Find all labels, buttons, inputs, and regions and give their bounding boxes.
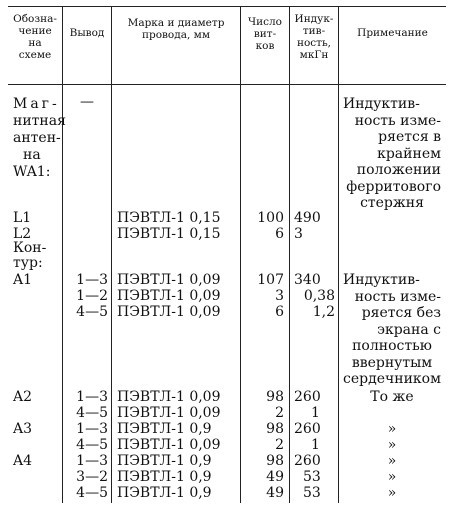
row-inductance: 53 (303, 485, 321, 501)
row-pin: 1—2 (76, 288, 108, 304)
header-line: мкГн (299, 49, 329, 61)
header-line: Число (248, 16, 282, 28)
ditto-mark: » (387, 437, 397, 453)
note-line: ряется без (361, 305, 441, 321)
coil-turns: 6 (275, 226, 284, 242)
coil-turns: 100 (257, 210, 284, 226)
antenna-label-line: на (23, 147, 41, 163)
header-designation (10, 13, 60, 61)
note-line: сердечником (343, 371, 441, 387)
row-inductance: 340 (294, 272, 321, 288)
group-designation: A3 (13, 421, 33, 437)
column-divider (111, 6, 112, 503)
table-top-border (8, 6, 446, 7)
note-line: ность изме- (354, 112, 441, 129)
row-turns: 107 (257, 272, 284, 288)
row-inductance: 1 (311, 405, 320, 421)
note-line: Индуктив- (343, 272, 420, 288)
row-wire: ПЭВТЛ-1 0,09 (117, 304, 221, 320)
header-line: Обозна- (13, 13, 57, 25)
note-line: экрана с (377, 321, 441, 338)
antenna-pin: — (80, 94, 94, 110)
coil-inductance: 490 (294, 210, 321, 226)
antenna-label-line: антен- (13, 130, 61, 146)
header-bottom-border (8, 84, 446, 85)
row-wire: ПЭВТЛ-1 0,9 (117, 469, 212, 485)
coil-wire: ПЭВТЛ-1 0,15 (117, 226, 221, 242)
antenna-label-line: Маг- (13, 96, 60, 112)
row-inductance: 260 (294, 453, 321, 469)
row-wire: ПЭВТЛ-1 0,9 (117, 453, 212, 469)
row-turns: 2 (275, 405, 284, 421)
row-wire: ПЭВТЛ-1 0,09 (117, 405, 221, 421)
row-inductance: 260 (294, 389, 321, 405)
row-inductance: 260 (294, 421, 321, 437)
header-turns (241, 16, 289, 52)
note-same: То же (370, 389, 414, 405)
row-pin: 4—5 (76, 405, 108, 421)
row-wire: ПЭВТЛ-1 0,09 (117, 437, 221, 453)
row-wire: ПЭВТЛ-1 0,9 (117, 421, 212, 437)
contour-label (13, 241, 46, 271)
row-pin: 3—2 (76, 469, 108, 485)
row-pin: 4—5 (76, 485, 108, 501)
note-line: ность изме- (354, 288, 441, 305)
row-turns: 3 (275, 288, 284, 304)
row-turns: 98 (266, 421, 284, 437)
note-line: Индуктив- (343, 96, 420, 112)
coil-inductance: 3 (294, 226, 303, 242)
coil-designation: L2 (13, 226, 32, 242)
note-line: полностью (352, 338, 432, 354)
header-wire (112, 17, 240, 41)
header-line: тив- (302, 25, 326, 37)
header-line: ность, (296, 37, 332, 49)
note-line: ввернутым (351, 354, 433, 371)
row-pin: 1—3 (76, 453, 108, 469)
header-inductance (290, 13, 338, 61)
note-line: ферритового (346, 178, 441, 195)
row-wire: ПЭВТЛ-1 0,09 (117, 288, 221, 304)
row-turns: 49 (266, 469, 284, 485)
row-turns: 98 (266, 389, 284, 405)
ditto-mark: » (387, 469, 397, 485)
row-turns: 49 (266, 485, 284, 501)
header-note: Примечание (357, 27, 428, 39)
row-turns: 98 (266, 453, 284, 469)
row-inductance: 1,2 (312, 304, 335, 320)
header-line: на (28, 37, 42, 49)
ditto-mark: » (387, 485, 397, 501)
row-pin: 1—3 (76, 421, 108, 437)
row-inductance: 0,38 (303, 288, 335, 304)
antenna-note (343, 96, 441, 212)
row-pin: 4—5 (76, 304, 108, 320)
header-line: провода, мм (141, 29, 210, 41)
group-designation: A4 (13, 453, 33, 469)
header-line: Индук- (294, 13, 334, 25)
antenna-label-line: нитная (13, 113, 66, 129)
contour-label-line: Кон- (13, 240, 47, 256)
group-designation: A2 (13, 389, 33, 405)
note-line: крайнем (377, 145, 441, 162)
coil-wire: ПЭВТЛ-1 0,15 (117, 210, 221, 226)
header-line: схеме (18, 49, 52, 61)
a1-note (343, 272, 441, 388)
header-line: чение (18, 25, 52, 37)
antenna-label-line: WA1: (13, 164, 51, 180)
ditto-mark: » (387, 421, 397, 437)
row-wire: ПЭВТЛ-1 0,09 (117, 389, 221, 405)
antenna-designation (13, 96, 66, 181)
ditto-mark: » (387, 453, 397, 469)
coil-designation: L1 (13, 210, 32, 226)
note-line: ряется в (378, 129, 441, 145)
header-line: ков (255, 40, 275, 52)
contour-label-line: тур: (13, 255, 43, 271)
header-pin: Вывод (69, 27, 105, 39)
header-line: Марка и диаметр (127, 17, 225, 29)
group-designation: A1 (13, 272, 33, 288)
row-wire: ПЭВТЛ-1 0,9 (117, 485, 212, 501)
note-line: стержня (360, 195, 424, 211)
header-line: вит- (253, 28, 277, 40)
note-line: положении (356, 162, 441, 178)
row-pin: 1—3 (76, 272, 108, 288)
row-turns: 6 (275, 304, 284, 320)
row-inductance: 53 (303, 469, 321, 485)
column-divider (289, 6, 290, 503)
row-pin: 4—5 (76, 437, 108, 453)
row-wire: ПЭВТЛ-1 0,09 (117, 272, 221, 288)
row-pin: 1—3 (76, 389, 108, 405)
row-inductance: 1 (311, 437, 320, 453)
row-turns: 2 (275, 437, 284, 453)
